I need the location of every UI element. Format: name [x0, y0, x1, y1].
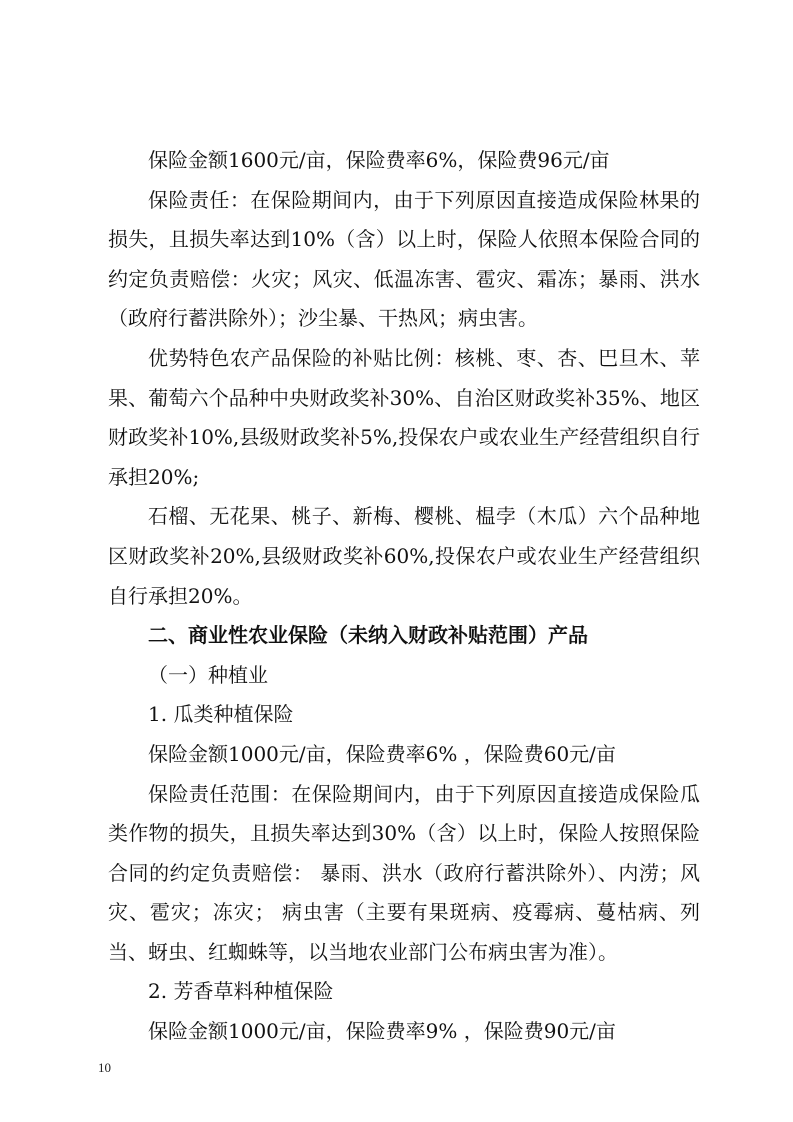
paragraph-fruit-insurance-liability: 保险责任：在保险期间内，由于下列原因直接造成保险林果的损失，且损失率达到10%（含）以上时，保险人依照本保险合同的约定负责赔偿：火灾；风灾、低温冻害、雹灾、霜冻；暴雨、洪水（政府行蓄洪除外）；沙尘暴、干热风；病虫害。	[108, 187, 700, 331]
paragraph-subsidy-ratio-main: 优势特色农产品保险的补贴比例：核桃、枣、杏、巴旦木、苹果、葡萄六个品种中央财政奖补30%、自治区财政奖补35%、地区财政奖补10%,县级财政奖补5%,投保农户或农业生产经营组织自行承担20%;	[108, 345, 700, 489]
item-heading-aromatic-herb-insurance: 2. 芳香草料种植保险	[148, 979, 334, 1004]
subsection-heading-planting: （一）种植业	[148, 662, 268, 687]
paragraph-melon-insurance-premium: 保险金额1000元/亩，保险费率6% ，保险费60元/亩	[148, 741, 616, 766]
section-heading-commercial-insurance: 二、商业性农业保险（未纳入财政补贴范围）产品	[148, 623, 588, 648]
paragraph-fruit-insurance-premium: 保险金额1600元/亩，保险费率6%，保险费96元/亩	[148, 148, 610, 172]
paragraph-subsidy-ratio-other: 石榴、无花果、桃子、新梅、樱桃、榅孛（木瓜）六个品种地区财政奖补20%,县级财政奖补60%,投保农户或农业生产经营组织自行承担20%。	[108, 504, 700, 608]
paragraph-aromatic-herb-insurance-premium: 保险金额1000元/亩，保险费率9% ，保险费90元/亩	[148, 1019, 616, 1044]
page-number: 10	[98, 1060, 111, 1075]
item-heading-melon-insurance: 1. 瓜类种植保险	[148, 702, 294, 727]
document-body	[108, 141, 700, 1052]
paragraph-melon-insurance-liability: 保险责任范围：在保险期间内，由于下列原因直接造成保险瓜类作物的损失，且损失率达到30%（含）以上时，保险人按照保险合同的约定负责赔偿： 暴雨、洪水（政府行蓄洪除外）、内涝；风灾、雹灾；冻灾； 病虫害（主要有果斑病、疫霉病、蔓枯病、列当、蚜虫、红蜘蛛等，以当地农业部门公布病虫害为准）。	[108, 781, 700, 964]
